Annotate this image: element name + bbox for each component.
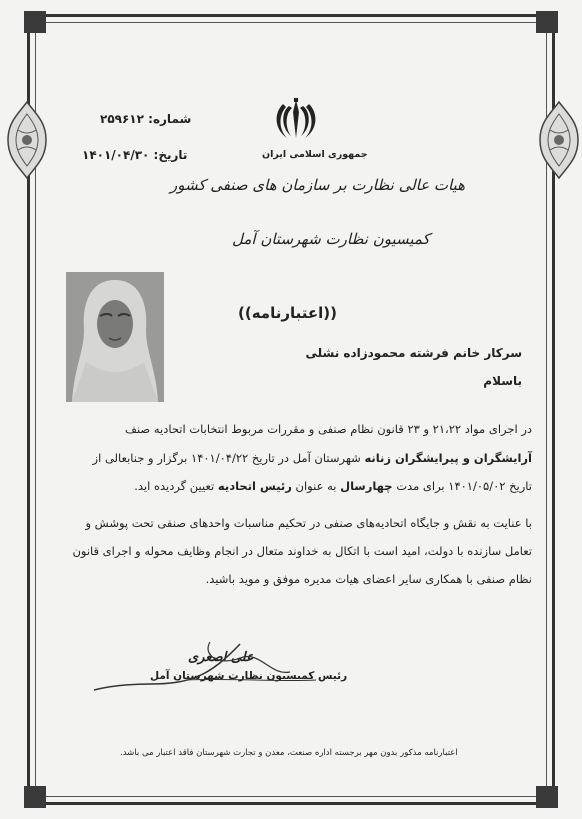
paragraph-2-line-1: با عنایت به نقش و جایگاه اتحادیه‌های صنفی در تحکیم مناسبات واحدهای صنفی تحت پوشش و: [85, 516, 532, 530]
letter-date: [82, 148, 187, 162]
salutation: سرکار خانم فرشته محمودزاده نشلی: [305, 346, 522, 360]
org-line-1: هیات عالی نظارت بر سازمان های صنفی کشور: [170, 176, 466, 194]
date-label: تاریخ:: [153, 148, 188, 162]
number-value: ۲۵۹۶۱۲: [100, 112, 144, 126]
paragraph-1-line-1: در اجرای مواد ۲۱،۲۲ و ۲۳ قانون نظام صنفی و مقررات مربوط انتخابات اتحادیه صنف: [125, 422, 532, 436]
paragraph-1-line-3: [134, 479, 532, 493]
paragraph-1-line-2: [93, 451, 532, 465]
as-title: به عنوان: [295, 479, 337, 493]
iran-emblem-icon: [273, 98, 319, 142]
republic-title: جمهوری اسلامی ایران: [262, 149, 368, 160]
date-value: ۱۴۰۱/۰۴/۳۰: [82, 148, 150, 162]
position-title: رئیس اتحادیه: [217, 479, 292, 493]
paragraph-1-line-2-rest: شهرستان آمل در تاریخ ۱۴۰۱/۰۴/۲۲ برگزار و جنابعالی از: [92, 451, 361, 465]
holder-photo: [66, 272, 164, 402]
signer-role: رئیس کمیسیون نظارت شهرستان آمل: [150, 670, 348, 682]
corner-ornament-top-right: [536, 11, 558, 33]
portrait-image: [66, 272, 164, 402]
paragraph-2-line-2: تعامل سازنده با دولت، امید است با اتکال به خداوند متعال در انجام وظایف محوله و اجرای قانون: [72, 544, 532, 558]
guild-name: آرایشگران و پیرایشگران زنانه: [364, 451, 532, 465]
term-start: تاریخ ۱۴۰۱/۰۵/۰۲ برای مدت: [396, 479, 532, 493]
paragraph-2-line-3: نظام صنفی با همکاری سایر اعضای هیات مدیره موفق و موید باشید.: [205, 572, 532, 586]
side-ornament-right: [538, 100, 580, 180]
corner-ornament-top-left: [24, 11, 46, 33]
corner-ornament-bottom-right: [536, 786, 558, 808]
org-line-2: کمیسیون نظارت شهرستان آمل: [232, 230, 430, 248]
signature-stroke: [90, 636, 320, 696]
greeting: باسلام: [483, 374, 522, 388]
side-ornament-left: [6, 100, 48, 180]
corner-ornament-bottom-left: [24, 786, 46, 808]
number-label: شماره:: [148, 112, 192, 126]
footer-note: اعتبارنامه مذکور بدون مهر برجسته اداره صنعت، معدن و تجارت شهرستان فاقد اعتبار می باشد.: [120, 748, 458, 758]
appointed-text: تعیین گردیده اید.: [134, 479, 215, 493]
signer-name: علی اصغری: [188, 650, 254, 665]
letter-number: [100, 112, 191, 126]
term-duration: چهارسال: [340, 479, 393, 493]
document-title: ((اعتبارنامه)): [238, 304, 337, 322]
